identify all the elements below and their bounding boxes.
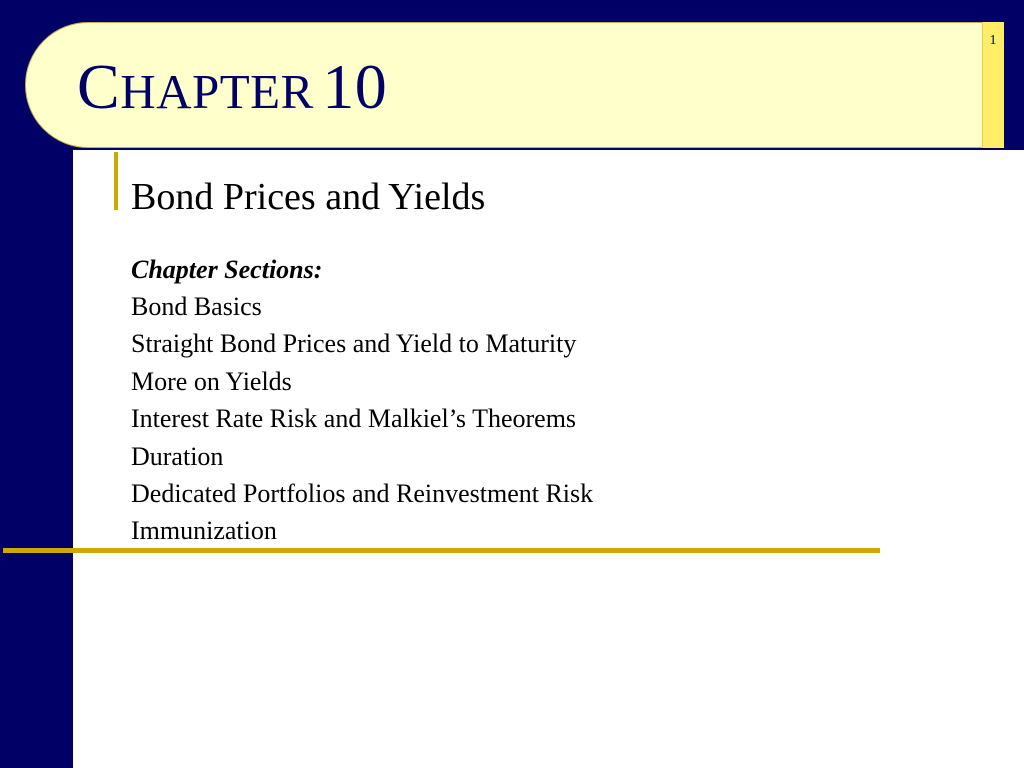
chapter-title-word: HAPTER [120, 64, 314, 119]
chapter-number: 10 [322, 51, 388, 122]
section-item: Dedicated Portfolios and Reinvestment Risk [131, 479, 594, 509]
chapter-title-initial: C [77, 51, 121, 122]
sections-heading: Chapter Sections: [131, 255, 323, 284]
section-item: Straight Bond Prices and Yield to Maturity [131, 329, 577, 359]
section-item: Interest Rate Risk and Malkiel’s Theorems [131, 404, 577, 434]
slide-subtitle: Bond Prices and Yields [131, 176, 486, 218]
gold-vertical-rule [114, 152, 118, 210]
section-item: Immunization [131, 516, 277, 546]
section-item: More on Yields [131, 366, 292, 396]
section-item: Duration [131, 441, 224, 471]
section-item: Bond Basics [131, 292, 262, 321]
chapter-title [77, 47, 387, 137]
slide-number: 1 [989, 33, 997, 48]
sections-list [131, 288, 593, 550]
gold-horizontal-rule [3, 548, 880, 553]
